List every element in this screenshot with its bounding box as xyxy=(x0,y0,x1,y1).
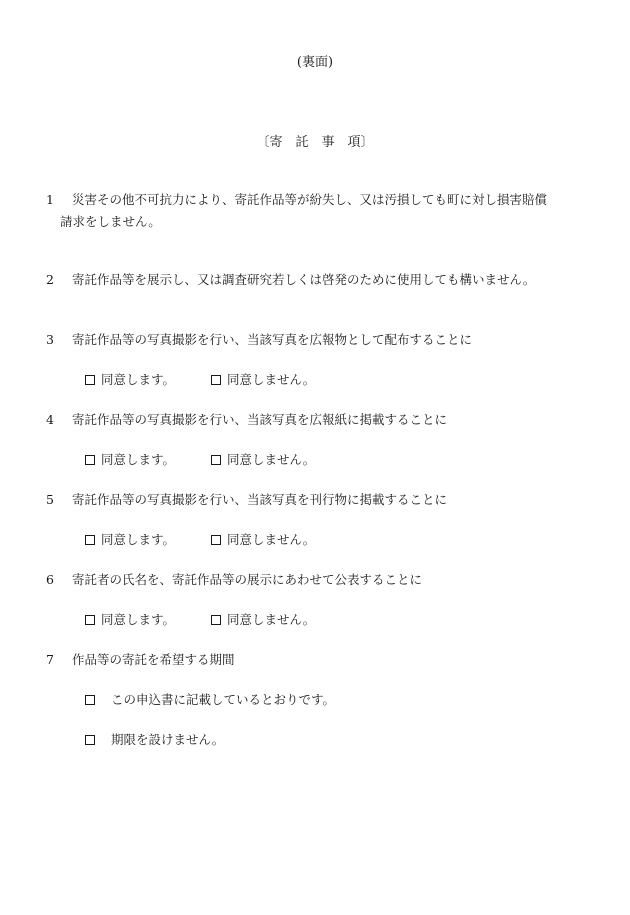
disagree-checkbox[interactable] xyxy=(211,535,221,545)
item-2 xyxy=(46,269,600,291)
item-5-options xyxy=(85,530,347,550)
item-4 xyxy=(46,409,600,431)
item-4-options xyxy=(85,450,347,470)
item-text xyxy=(46,189,600,211)
as-stated-checkbox[interactable] xyxy=(85,695,95,705)
agree-label: 同意します。 xyxy=(101,612,176,627)
item-3-options xyxy=(85,370,347,390)
disagree-label: 同意しません。 xyxy=(227,532,316,547)
as-stated-label: この申込書に記載しているとおりです。 xyxy=(111,692,336,707)
item-7 xyxy=(46,649,600,671)
section-title: 〔寄 託 事 項〕 xyxy=(256,135,374,150)
item-number: 4 xyxy=(46,412,54,427)
agree-checkbox[interactable] xyxy=(85,535,95,545)
disagree-option[interactable] xyxy=(211,450,315,470)
item-text-continuation: 請求をしません。 xyxy=(60,214,161,229)
disagree-checkbox[interactable] xyxy=(211,615,221,625)
page-header: (裏面) xyxy=(296,55,334,70)
item-number: 6 xyxy=(46,572,54,587)
disagree-option[interactable] xyxy=(211,610,315,630)
item-number: 2 xyxy=(46,272,54,287)
item-text: 寄託作品等の写真撮影を行い、当該写真を広報物として配布することに xyxy=(72,332,473,347)
item-1 xyxy=(46,189,600,233)
agree-label: 同意します。 xyxy=(101,372,176,387)
disagree-option[interactable] xyxy=(211,370,315,390)
item-text-line: 災害その他不可抗力により、寄託作品等が紛失し、又は汚損しても町に対し損害賠償 xyxy=(72,192,548,207)
agree-option[interactable] xyxy=(85,530,175,550)
item-number: 3 xyxy=(46,332,54,347)
agree-label: 同意します。 xyxy=(101,532,176,547)
item-number: 7 xyxy=(46,652,54,667)
item-text: 作品等の寄託を希望する期間 xyxy=(72,652,235,667)
disagree-label: 同意しません。 xyxy=(227,372,316,387)
agree-option[interactable] xyxy=(85,610,175,630)
item-number: 5 xyxy=(46,492,54,507)
agree-checkbox[interactable] xyxy=(85,615,95,625)
period-option-as-stated[interactable] xyxy=(85,690,335,710)
item-text: 寄託作品等を展示し、又は調査研究若しくは啓発のために使用しても構いません。 xyxy=(72,272,536,287)
item-3 xyxy=(46,329,600,351)
no-limit-label: 期限を設けません。 xyxy=(111,732,225,747)
disagree-label: 同意しません。 xyxy=(227,452,316,467)
disagree-option[interactable] xyxy=(211,530,315,550)
period-option-no-limit[interactable] xyxy=(85,730,224,750)
agree-checkbox[interactable] xyxy=(85,375,95,385)
item-text: 寄託作品等の写真撮影を行い、当該写真を広報紙に掲載することに xyxy=(72,412,448,427)
item-text: 寄託者の氏名を、寄託作品等の展示にあわせて公表することに xyxy=(72,572,423,587)
item-number: 1 xyxy=(46,192,54,207)
item-6 xyxy=(46,569,600,591)
disagree-checkbox[interactable] xyxy=(211,375,221,385)
agree-option[interactable] xyxy=(85,450,175,470)
agree-option[interactable] xyxy=(85,370,175,390)
agree-label: 同意します。 xyxy=(101,452,176,467)
disagree-checkbox[interactable] xyxy=(211,455,221,465)
no-limit-checkbox[interactable] xyxy=(85,735,95,745)
item-5 xyxy=(46,489,600,511)
item-text: 寄託作品等の写真撮影を行い、当該写真を刊行物に掲載することに xyxy=(72,492,448,507)
agree-checkbox[interactable] xyxy=(85,455,95,465)
item-6-options xyxy=(85,610,347,630)
disagree-label: 同意しません。 xyxy=(227,612,316,627)
